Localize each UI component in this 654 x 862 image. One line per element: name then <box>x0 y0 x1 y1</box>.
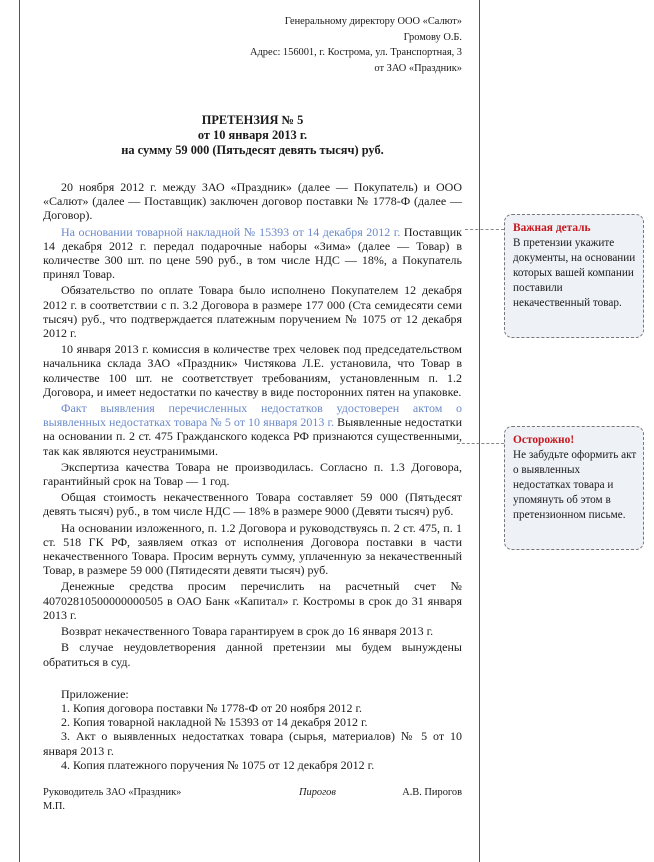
addressee-line: Адрес: 156001, г. Кострома, ул. Транспортная, 3 <box>249 47 462 58</box>
signature-block <box>43 786 462 816</box>
title-line: ПРЕТЕНЗИЯ № 5 <box>201 113 304 127</box>
body-paragraph: Возврат некачественного Товара гарантируем в срок до 16 января 2013 г. <box>61 624 434 639</box>
body-paragraph: На основании изложенного, п. 1.2 Договора и руководствуясь п. 2 ст. 475, п. 1 ст. 518 ГК РФ, заявляем отказ от исполнения Договора поставки в части некачественного Товара. Просим вернуть сумму, уплаченную за некачественный Товар, в размере 59 000 (Пятидесяти девяти тысяч) руб. <box>43 520 462 578</box>
attachment-item: 2. Копия товарной накладной № 15393 от 14 декабря 2012 г. <box>61 715 368 730</box>
highlighted-text: На основании товарной накладной № 15393 от 14 декабря 2012 г. <box>61 224 401 239</box>
addressee-block <box>43 14 462 76</box>
attachment-item: 1. Копия договора поставки № 1778-Ф от 20 ноября 2012 г. <box>61 700 363 715</box>
body-paragraph <box>43 401 462 458</box>
document-title <box>43 113 462 158</box>
paragraph-text: Выявленные недостатки на основании п. 2 ст. 475 Гражданского кодекса РФ признаются существенными, так как являются неустранимыми. <box>43 415 462 458</box>
body-paragraph: 20 ноября 2012 г. между ЗАО «Праздник» (далее — Покупатель) и ООО «Салют» (далее — Поставщик) заключен договор поставки № 1778-Ф (далее — Договор). <box>43 180 462 223</box>
title-line: на сумму 59 000 (Пятьдесят девять тысяч) руб. <box>121 143 384 157</box>
callout-leader-line <box>465 229 504 230</box>
claim-document <box>19 0 480 862</box>
handwritten-signature: Пирогов <box>299 786 336 798</box>
body-paragraph: Обязательство по оплате Товара было исполнено Покупателем 12 декабря 2012 г. в соответствии с п. 3.2 Договора в размере 177 000 (Ста семидесяти семи тысяч) руб., что подтверждается платежным поручением № 1075 от 12 декабря 2012 г. <box>43 283 462 341</box>
attachment-item: 3. Акт о выявленных недостатках товара (сырья, материалов) № 5 от 10 января 2013 г. <box>43 729 462 758</box>
title-line: от 10 января 2013 г. <box>197 128 308 142</box>
attachment-item: 4. Копия платежного поручения № 1075 от 12 декабря 2012 г. <box>61 757 375 772</box>
callout-text: В претензии укажите документы, на основании которых вашей компании поставили некачественный товар. <box>513 237 636 309</box>
body-paragraph: 10 января 2013 г. комиссия в количестве трех человек под председательством начальника склада ЗАО «Праздник» Чистякова Л.Е. установила, что Товар в количестве 100 шт. не соответствует требованиям, установленным п. 1.2 Договора, и имеет недостатки по качеству в виде посторонних пятен на упаковке. <box>43 342 462 399</box>
document-body <box>43 180 462 669</box>
callout-leader-line <box>457 443 504 444</box>
callout-title: Осторожно! <box>513 434 575 446</box>
addressee-line: Генеральному директору ООО «Салют» <box>284 16 462 27</box>
callout-important-detail <box>504 214 644 338</box>
highlighted-text: Факт выявления перечисленных недостатков удостоверен актом о выявленных недостатках товара № 5 от 10 января 2013 г. <box>43 401 462 430</box>
attachments-heading: Приложение: <box>61 686 129 701</box>
addressee-line: от ЗАО «Праздник» <box>374 62 462 74</box>
body-paragraph: В случае неудовлетворения данной претензии мы будем вынуждены обратиться в суд. <box>43 640 462 669</box>
body-paragraph: Общая стоимость некачественного Товара составляет 59 000 (Пятьдесят девять тысяч) руб., в том числе НДС — 18% в размере 9000 (Девяти тысяч) руб. <box>43 490 462 519</box>
body-paragraph: Экспертиза качества Товара не производилась. Согласно п. 1.3 Договора, гарантийный срок на Товар — 1 год. <box>43 459 462 489</box>
callout-title: Важная деталь <box>513 222 591 234</box>
attachments-list <box>43 687 462 772</box>
stamp-place: М.П. <box>43 800 65 812</box>
addressee-line: Громову О.Б. <box>403 31 462 43</box>
paragraph-text: Поставщик 14 декабря 2012 г. передал подарочные наборы «Зима» (далее — Товар) в количестве 300 шт. по цене 590 руб., в том числе НДС — 18%, а Покупатель принял Товар. <box>43 224 462 282</box>
body-paragraph <box>43 225 462 282</box>
body-paragraph: Денежные средства просим перечислить на расчетный счет № 40702810500000000505 в ОАО Банк «Капитал» г. Костромы в срок до 31 января 2013 г. <box>43 579 462 622</box>
callout-text: Не забудьте оформить акт о выявленных недостатках товара и упомянуть об этом в претензионном письме. <box>513 449 637 521</box>
callout-warning <box>504 426 644 550</box>
signatory-name: А.В. Пирогов <box>402 786 462 798</box>
signatory-role: Руководитель ЗАО «Праздник» <box>43 786 182 798</box>
